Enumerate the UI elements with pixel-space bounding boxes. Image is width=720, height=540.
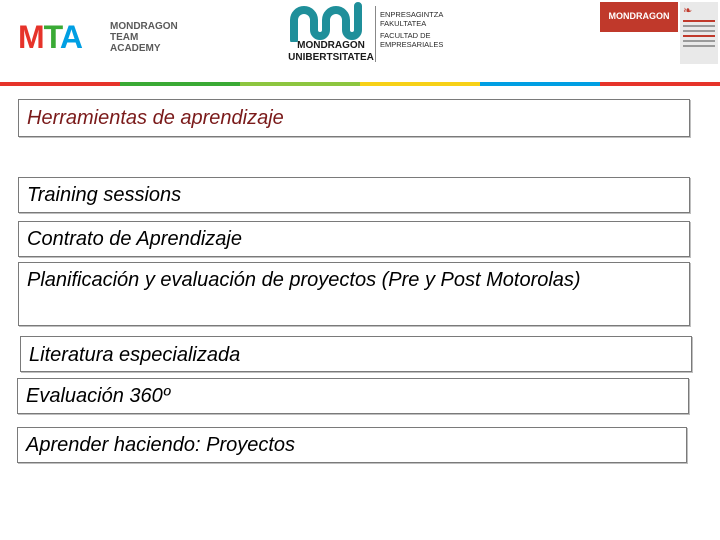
knot-icon: ❧: [683, 5, 693, 17]
mu-name: [288, 40, 374, 64]
mta-word-3: ACADEMY: [110, 43, 161, 54]
faculty-line-4: EMPRESARIALES: [380, 40, 444, 49]
mu-divider: [375, 6, 376, 62]
mta-logo-text: [110, 21, 178, 54]
list-item: [20, 336, 692, 372]
faculty-line-2: FAKULTATEA: [380, 19, 427, 28]
list-item-text: Literatura especializada: [29, 344, 241, 366]
mu-name-line1: MONDRAGON: [297, 40, 365, 51]
stripe-segment: [0, 82, 120, 86]
list-item-text: Contrato de Aprendizaje: [27, 228, 242, 250]
mu-name-line2: UNIBERTSITATEA: [288, 52, 374, 63]
mta-letter-t: T: [43, 19, 60, 55]
tag-lines-icon: [683, 20, 715, 50]
list-item-text: Aprender haciendo: Proyectos: [26, 434, 296, 456]
list-item: [17, 378, 689, 414]
mta-word-2: TEAM: [110, 32, 139, 43]
list-item: [18, 177, 690, 213]
stripe-segment: [360, 82, 480, 86]
faculty-line-1: ENPRESAGINTZA: [380, 10, 444, 19]
list-item: [18, 221, 690, 257]
list-item-text: Evaluación 360º: [26, 385, 171, 407]
slide-title-text: Herramientas de aprendizaje: [27, 107, 284, 129]
mondragon-tag-logo: [680, 2, 718, 64]
stripe-segment: [120, 82, 240, 86]
stripe-segment: [480, 82, 600, 86]
list-item: [18, 262, 690, 326]
list-item-text: Training sessions: [27, 184, 182, 206]
stripe-segment: [240, 82, 360, 86]
mondragon-corporate-logo: [600, 2, 678, 32]
list-item-text: Planificación y evaluación de proyectos (Pre y Post Motorolas): [27, 269, 581, 291]
mu-symbol-icon: [290, 2, 372, 42]
mu-faculty-text: [380, 10, 443, 49]
faculty-line-3: FACULTAD DE: [380, 31, 431, 40]
mta-logo-letters: [18, 20, 82, 54]
stripe-segment: [600, 82, 720, 86]
mta-word-1: MONDRAGON: [110, 21, 178, 32]
mta-letter-m: M: [18, 19, 44, 55]
slide-title: [18, 99, 690, 137]
mondragon-logo-label: MONDRAGON: [608, 11, 670, 21]
mta-logo: [18, 20, 188, 56]
header-color-stripe: [0, 82, 720, 86]
list-item: [17, 427, 687, 463]
mta-letter-a: A: [59, 19, 82, 55]
mondragon-unibertsitatea-logo: [288, 2, 458, 66]
